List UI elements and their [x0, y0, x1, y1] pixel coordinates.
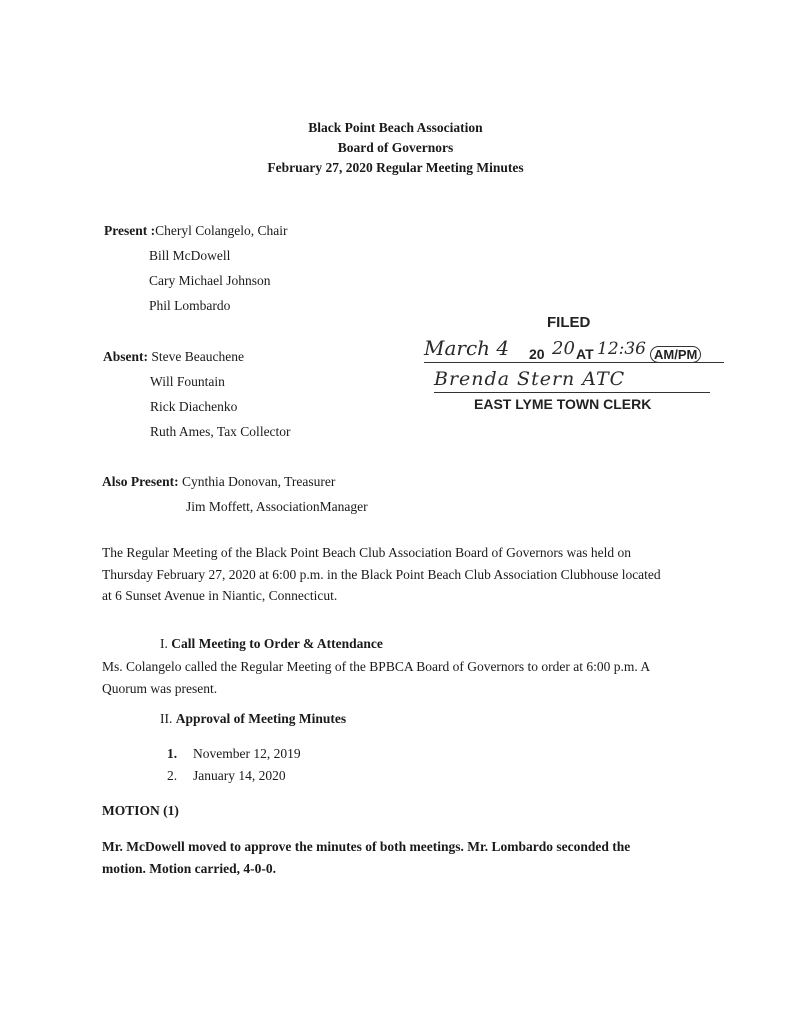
list-item-text: November 12, 2019	[193, 746, 301, 761]
also-present-label: Also Present:	[102, 474, 179, 489]
stamp-time-handwritten: 12:36	[597, 339, 646, 359]
clerk-signature: Brenda Stern ATC	[434, 368, 626, 390]
also-present-member: Jim Moffett, AssociationManager	[186, 499, 368, 514]
absent-member: Will Fountain	[150, 374, 225, 389]
section-1-heading	[160, 636, 383, 652]
list-item-number: 1.	[167, 746, 178, 761]
section-1-text: Ms. Colangelo called the Regular Meeting of the BPBCA Board of Governors to order at 6:00 p.m. A Quorum was present.	[102, 659, 650, 696]
section-2-heading	[160, 711, 346, 727]
stamp-date-handwritten: March 4	[424, 336, 510, 360]
stamp-ampm: AM/PM	[650, 346, 701, 363]
stamp-date-rule	[424, 362, 724, 363]
org-title: Black Point Beach Association	[308, 120, 483, 135]
meeting-intro-paragraph: The Regular Meeting of the Black Point Beach Club Association Board of Governors was held on Thursday February 27, 2020 at 6:00 p.m. in the Black Point Beach Club Association Clubhouse located at 6 Sunset Avenue in Niantic, Connecticut.	[102, 545, 661, 603]
present-member: Phil Lombardo	[149, 298, 231, 313]
present-member: Bill McDowell	[149, 248, 231, 263]
stamp-year-prefix: 20	[529, 346, 545, 362]
also-present-line	[102, 474, 335, 490]
present-member: Cheryl Colangelo, Chair	[155, 223, 288, 238]
absent-member: Ruth Ames, Tax Collector	[150, 424, 291, 439]
filed-stamp-title: FILED	[547, 314, 591, 331]
list-item	[167, 746, 301, 762]
list-item-number: 2.	[167, 768, 178, 783]
motion-text: Mr. McDowell moved to approve the minutes of both meetings. Mr. Lombardo seconded the motion. Motion carried, 4-0-0.	[102, 839, 631, 876]
present-member: Cary Michael Johnson	[149, 273, 271, 288]
document-title: February 27, 2020 Regular Meeting Minutes	[267, 160, 524, 175]
motion-title: MOTION (1)	[102, 803, 179, 818]
stamp-at-label: AT	[576, 346, 594, 362]
absent-member: Rick Diachenko	[150, 399, 238, 414]
section-2-title: Approval of Meeting Minutes	[175, 711, 347, 726]
board-title: Board of Governors	[337, 140, 454, 155]
section-2-number: II.	[160, 711, 173, 726]
list-item-text: January 14, 2020	[193, 768, 286, 783]
present-line	[104, 223, 287, 239]
stamp-year-handwritten: 20	[552, 338, 575, 359]
absent-member: Steve Beauchene	[151, 349, 244, 364]
also-present-member: Cynthia Donovan, Treasurer	[182, 474, 336, 489]
section-1-number: I.	[160, 636, 168, 651]
town-clerk-label: EAST LYME TOWN CLERK	[474, 396, 652, 412]
list-item	[167, 768, 286, 784]
stamp-signature-rule	[434, 392, 710, 393]
absent-line	[103, 349, 244, 365]
absent-label: Absent:	[103, 349, 149, 364]
filed-stamp	[424, 336, 724, 426]
present-label: Present :	[104, 223, 156, 238]
section-1-title: Call Meeting to Order & Attendance	[171, 636, 383, 651]
